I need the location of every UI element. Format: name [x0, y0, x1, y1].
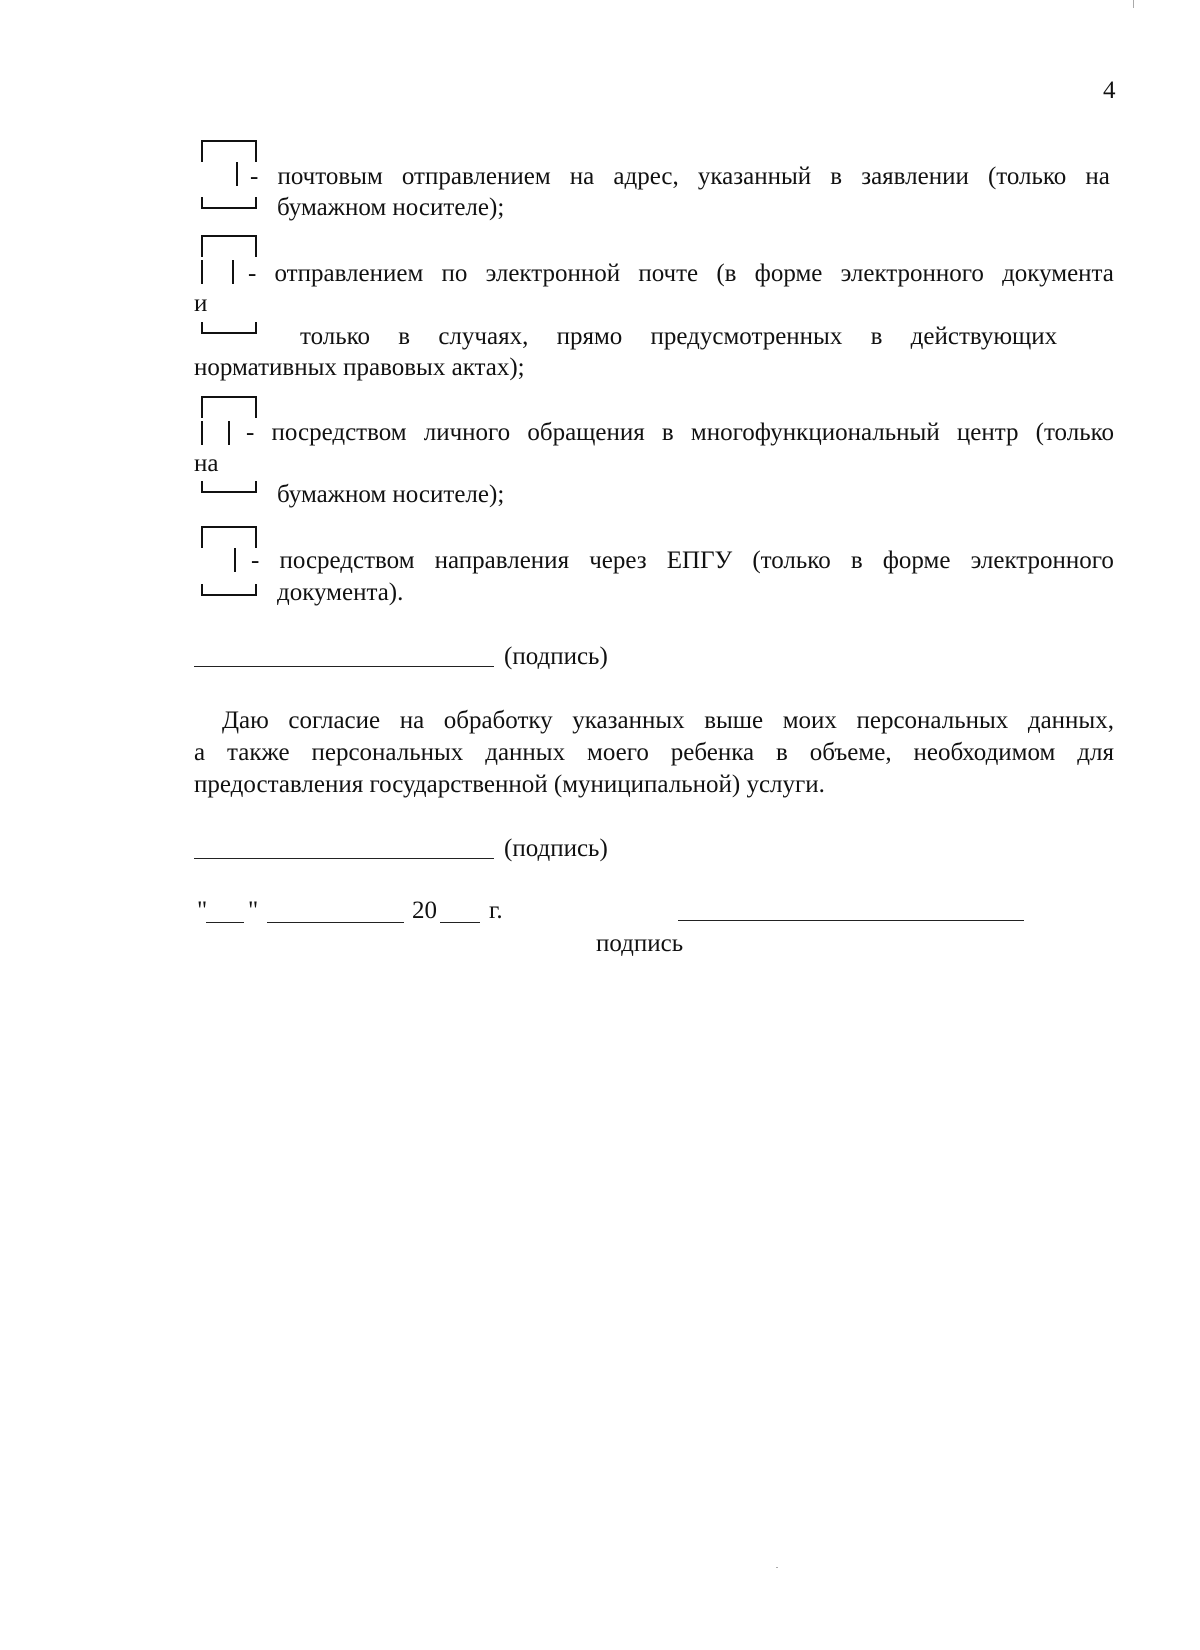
page-number: 4: [1103, 77, 1116, 104]
signature-line[interactable]: [194, 666, 494, 667]
checkbox-mark: [236, 162, 238, 186]
date-year-suffix: г.: [489, 897, 503, 924]
option-mfc-text-cont: бумажном носителе);: [277, 481, 505, 508]
bottom-signature-line[interactable]: [678, 920, 1024, 921]
checkbox-mark: [232, 260, 234, 284]
checkbox-top-bracket: [201, 235, 257, 257]
option-epgu-text: - посредством направления через ЕПГУ (только в форме электронного: [251, 547, 1114, 574]
checkbox-mark: [228, 421, 230, 445]
checkbox-left-side: [201, 260, 203, 284]
scan-dot: [776, 1567, 778, 1568]
checkbox-bottom-bracket: [201, 481, 257, 493]
consent-text-line2: а также персональных данных моего ребенка в объеме, необходимом для: [194, 739, 1114, 766]
checkbox-top-bracket: [201, 396, 257, 418]
option-mfc-text: - посредством личного обращения в многофункциональный центр (только: [246, 419, 1114, 446]
checkbox-bottom-bracket: [201, 322, 257, 334]
date-day-field[interactable]: [206, 922, 244, 923]
option-mfc-wrap: на: [194, 450, 219, 477]
signature-label: (подпись): [504, 643, 608, 670]
scan-mark: [1133, 0, 1134, 8]
signature-line-2[interactable]: [194, 858, 494, 859]
checkbox-top-bracket: [201, 140, 257, 162]
date-close-quote: ": [248, 897, 259, 924]
option-postal-text-cont: бумажном носителе);: [277, 194, 505, 221]
checkbox-bottom-bracket: [201, 584, 257, 596]
checkbox-left-side: [201, 421, 203, 445]
signature-label-2: (подпись): [504, 835, 608, 862]
bottom-signature-label: подпись: [596, 930, 684, 957]
option-email-wrap: и: [194, 290, 208, 317]
option-email-text: - отправлением по электронной почте (в форме электронного документа: [248, 260, 1114, 287]
date-year-prefix: 20: [412, 897, 437, 924]
date-month-field[interactable]: [267, 922, 404, 923]
option-email-text-end: нормативных правовых актах);: [194, 354, 525, 381]
option-postal-text: - почтовым отправлением на адрес, указанный в заявлении (только на: [250, 163, 1110, 190]
date-open-quote: ": [197, 897, 208, 924]
checkbox-mark: [234, 548, 236, 572]
option-email-text-cont: только в случаях, прямо предусмотренных в действующих: [300, 323, 1058, 350]
checkbox-top-bracket: [201, 526, 257, 548]
option-epgu-text-cont: документа).: [277, 579, 404, 606]
consent-text-line3: предоставления государственной (муниципальной) услуги.: [194, 771, 825, 798]
consent-text-line1: Даю согласие на обработку указанных выше моих персональных данных,: [222, 707, 1114, 734]
checkbox-bottom-bracket: [201, 197, 257, 209]
date-year-field[interactable]: [440, 922, 480, 923]
